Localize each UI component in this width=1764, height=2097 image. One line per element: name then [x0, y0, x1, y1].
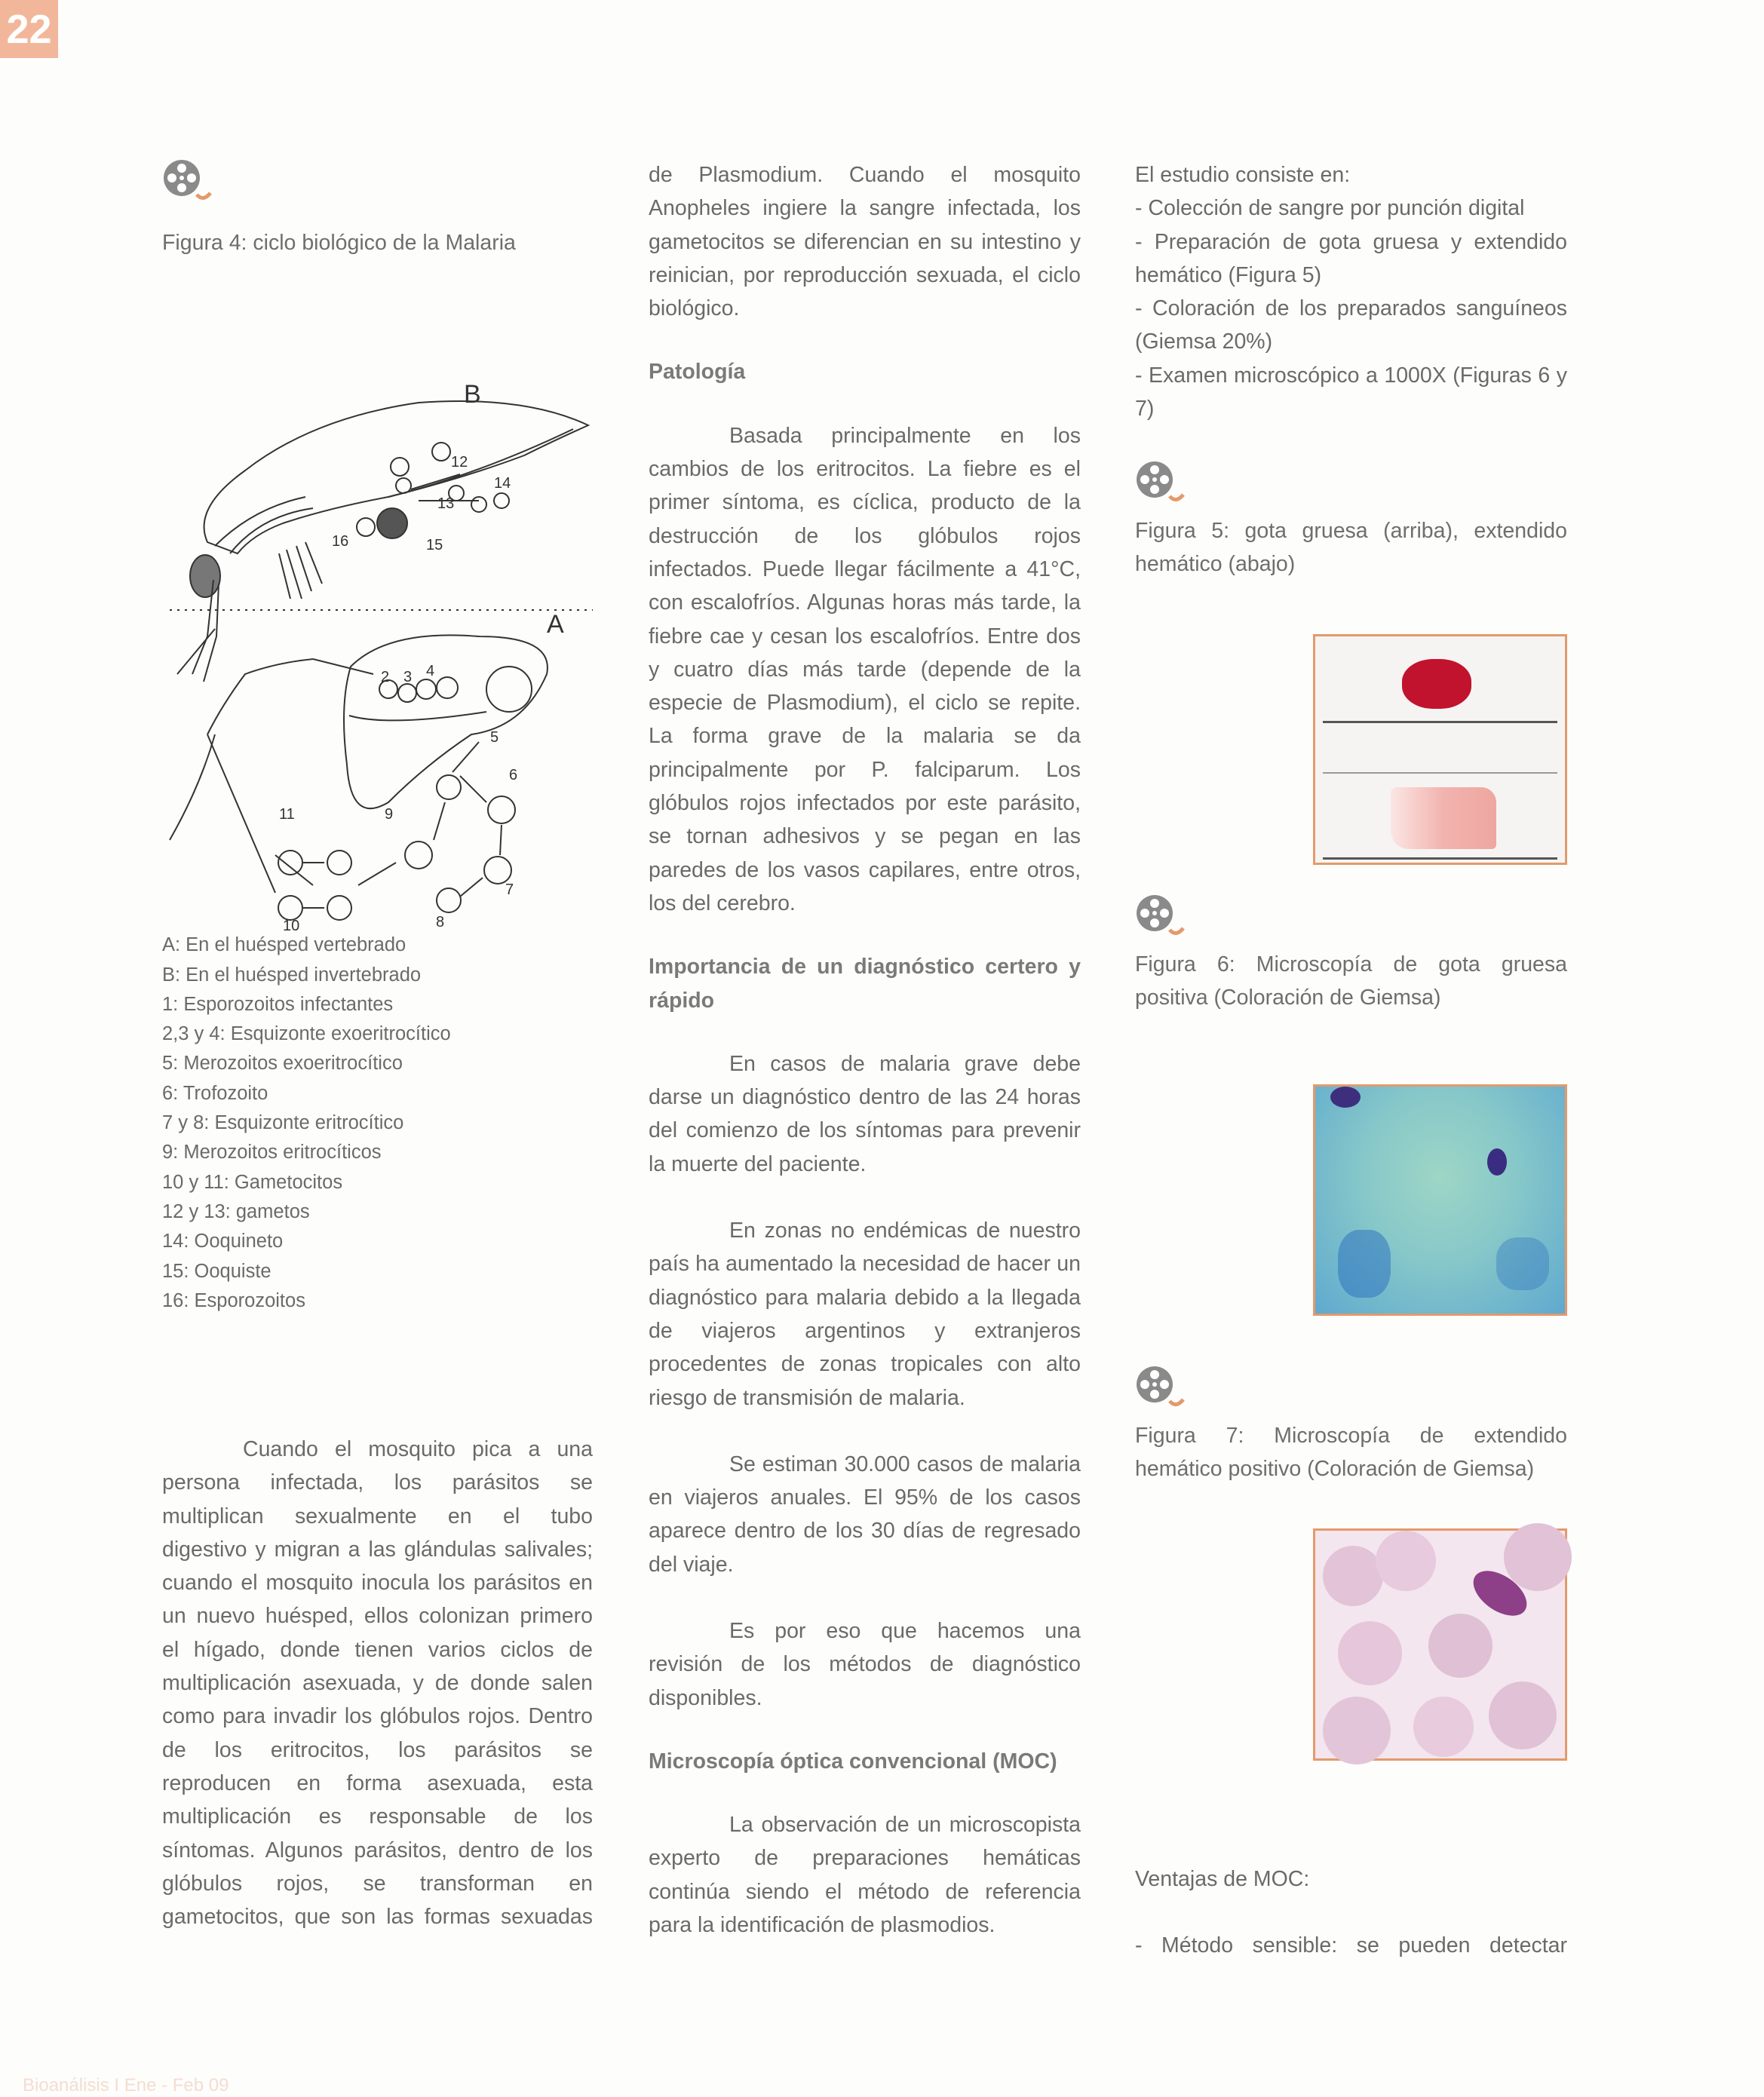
paragraph-24-horas: En casos de malaria grave debe darse un diagnóstico dentro de las 24 horas del comienzo de los síntomas para prevenir la muerte del paciente.: [649, 1051, 1081, 1176]
film-reel-icon: [1135, 1365, 1188, 1410]
legend-item: 15: Ooquiste: [162, 1260, 272, 1282]
patologia-paragraph: Basada principalmente en los cambios de los eritrocitos. La fiebre es el primer síntoma, es cíclica, producto de la destrucción de los glóbulos rojos infectados. Puede llegar fácilmente a 41°C, con escalofríos. Algunas horas más tarde, la fiebre cae y cesan los escalofríos. Entre dos y cuatro días más tarde (depende de la especie de Plasmodium), el ciclo se repite. La forma grave de la malaria se da principalmente por P. falciparum. Los glóbulos rojos infectados por este parásito, se tornan adhesivos y se pegan en las paredes de los vasos capilares, entre otros, los del cerebro.: [649, 423, 1081, 915]
footer-text: Bioanálisis I Ene - Feb 09: [23, 2075, 229, 2095]
body-paragraph: Cuando el mosquito pica a una persona infectada, los parásitos se multiplican sexualmente en el tubo digestivo y migran a las glándulas salivales; cuando el mosquito inocula los parásitos en un nuevo huésped, ellos colonizan primero el hígado, donde tienen varios ciclos de multiplicación asexuada, y de donde salen como para invadir los glóbulos rojos. Dentro de los eritrocitos, los parásitos se reproducen en forma asexuada, esta multiplicación es responsable de los síntomas. Algunos parásitos, dentro de los glóbulos rojos, se transforman en gametocitos, que son las formas sexuadas: [162, 1437, 593, 1930]
intro-paragraph: de Plasmodium. Cuando el mosquito Anopheles ingiere la sangre infectada, los gametocitos se diferencian en su intestino y reinician, por reproducción sexuada, el ciclo biológico.: [649, 163, 1081, 321]
label-8: 8: [436, 914, 445, 931]
label-14: 14: [494, 475, 511, 492]
figure-5-caption: Figura 5: gota gruesa (arriba), extendido hemático (abajo): [1135, 519, 1567, 577]
film-reel-icon: [1135, 894, 1188, 939]
label-11: 11: [279, 806, 295, 823]
legend-item: 9: Merozoitos eritrocíticos: [162, 1142, 382, 1163]
label-10: 10: [283, 918, 300, 935]
figure-6-caption: Figura 6: Microscopía de gota gruesa positiva (Coloración de Giemsa): [1135, 952, 1567, 1010]
paragraph-zonas-no-endemicas: En zonas no endémicas de nuestro país ha aumentado la necesidad de hacer un diagnóstico para malaria debido a la llegada de viajeros argentinos y extranjeros procedentes de zonas tropicales con alto riesgo de transmisión de malaria.: [649, 1219, 1081, 1410]
legend-item: 10 y 11: Gametocitos: [162, 1171, 343, 1193]
legend-item: 5: Merozoitos exoeritrocítico: [162, 1053, 403, 1075]
column-3: [1135, 158, 1567, 1958]
legend-item: 14: Ooquineto: [162, 1231, 284, 1252]
ventajas-heading: Ventajas de MOC:: [1135, 1867, 1310, 1891]
legend-item: 2,3 y 4: Esquizonte exoeritrocítico: [162, 1023, 451, 1045]
column-2: [649, 158, 1081, 1942]
diagram-label-A: A: [547, 610, 564, 639]
page-number: 22: [0, 0, 58, 58]
diagram-label-B: B: [464, 380, 481, 409]
paragraph-revision: Es por eso que hacemos una revisión de los métodos de diagnóstico disponibles.: [649, 1618, 1081, 1710]
figure-4-legend: [162, 930, 593, 1316]
figure-7-image: [1313, 1528, 1567, 1761]
legend-item: 6: Trofozoito: [162, 1082, 268, 1104]
film-reel-icon: [162, 158, 215, 204]
label-15: 15: [426, 537, 443, 554]
label-3: 3: [403, 669, 413, 686]
label-13: 13: [437, 495, 455, 513]
legend-item: 1: Esporozoitos infectantes: [162, 993, 394, 1015]
importancia-heading: Importancia de un diagnóstico certero y rápido: [649, 955, 1081, 1013]
moc-heading: Microscopía óptica convencional (MOC): [649, 1749, 1057, 1774]
legend-item: 16: Esporozoitos: [162, 1289, 305, 1311]
patologia-heading: Patología: [649, 360, 746, 385]
label-5: 5: [490, 729, 499, 747]
label-4: 4: [426, 663, 435, 680]
moc-paragraph: La observación de un microscopista experto de preparaciones hemáticas continúa siendo el método de referencia para la identificación de plasmodios.: [649, 1813, 1081, 1938]
legend-item: B: En el huésped invertebrado: [162, 964, 422, 986]
label-12: 12: [451, 454, 468, 471]
label-16: 16: [332, 533, 349, 550]
legend-item: 7 y 8: Esquizonte eritrocítico: [162, 1112, 404, 1134]
malaria-life-cycle-diagram: [162, 282, 593, 935]
label-9: 9: [385, 806, 394, 823]
label-6: 6: [509, 767, 518, 784]
figure-5-image: [1313, 634, 1567, 865]
label-7: 7: [505, 881, 514, 899]
label-2: 2: [381, 669, 390, 686]
estudio-list: El estudio consiste en: - Colección de sangre por punción digital - Preparación de gota gruesa y extendido hemático (Figura 5) - Coloración de los preparados sanguíneos (Giemsa 20%) - Examen microscópico a 1000X (Figuras 6 y 7): [1135, 163, 1567, 422]
paragraph-30000-casos: Se estiman 30.000 casos de malaria en viajeros anuales. El 95% de los casos aparece dentro de los 30 días de regresado del viaje.: [649, 1452, 1081, 1577]
legend-item: 12 y 13: gametos: [162, 1200, 310, 1222]
figure-6-image: [1313, 1084, 1567, 1316]
figure-7-caption: Figura 7: Microscopía de extendido hemático positivo (Coloración de Giemsa): [1135, 1424, 1567, 1482]
column-1: [162, 158, 593, 1930]
figure-4-caption: Figura 4: ciclo biológico de la Malaria: [162, 231, 516, 255]
film-reel-icon: [1135, 460, 1188, 505]
legend-item: A: En el huésped vertebrado: [162, 934, 406, 956]
ventajas-item: - Método sensible: se pueden detectar: [1135, 1933, 1567, 1958]
